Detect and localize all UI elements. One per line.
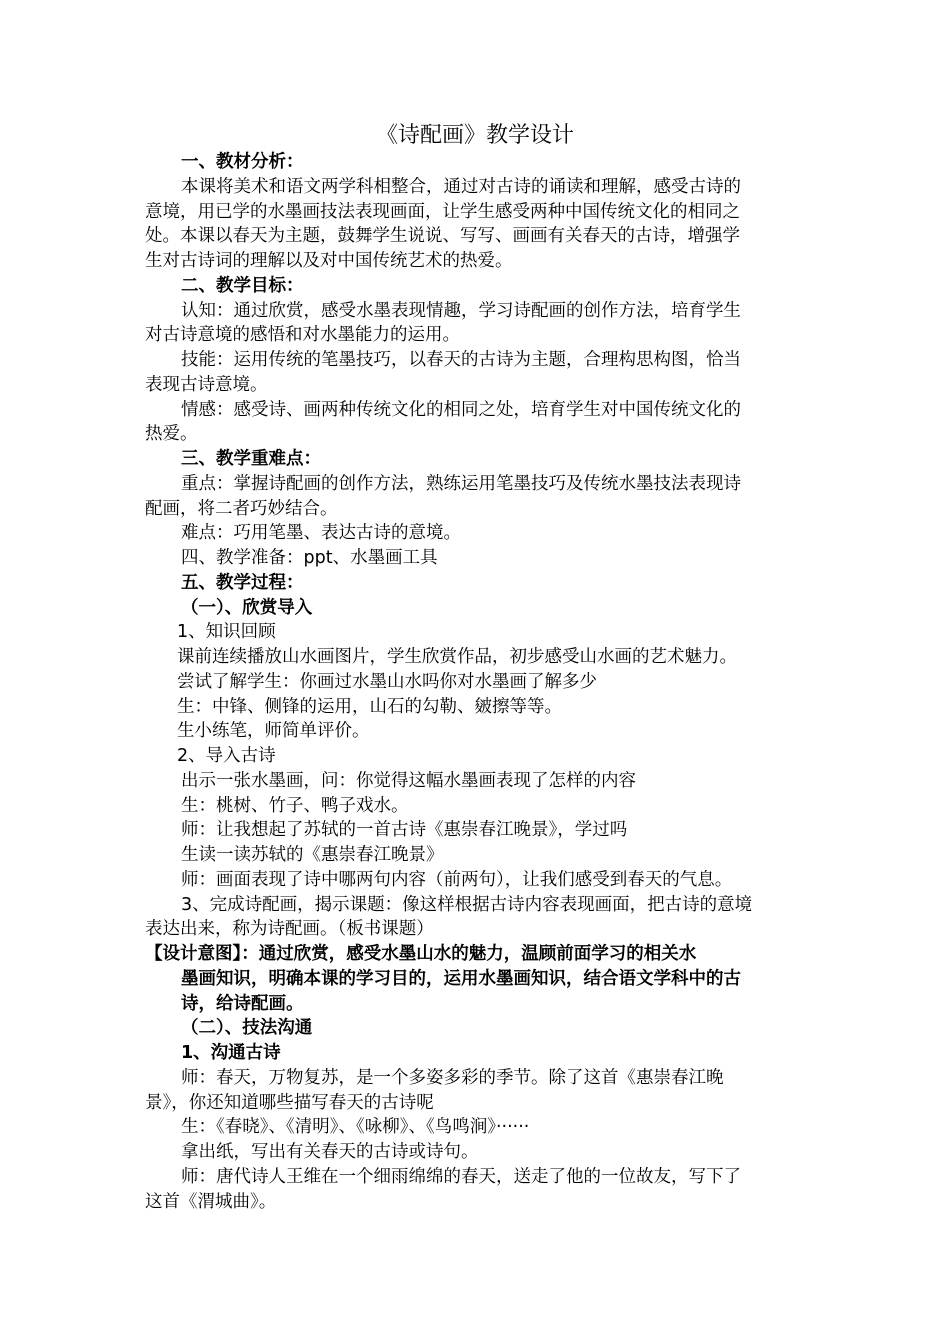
section-heading-line: （二）、技法沟通 [181,1018,313,1039]
section-heading-line: 【设计意图】：通过欣赏，感受水墨山水的魅力，温顾前面学习的相关水 [145,944,697,964]
text-line: 出示一张水墨画，问：你觉得这幅水墨画表现了怎样的内容 [181,770,636,791]
text-line: 意境，用已学的水墨画技法表现画面，让学生感受两种中国传统文化的相同之 [145,201,740,222]
text-line: 配画，将二者巧妙结合。 [145,498,338,519]
text-line: 师：春天，万物复苏，是一个多姿多彩的季节。除了这首《惠崇春江晚 [181,1067,724,1088]
text-line: 生：桃树、竹子、鸭子戏水。 [181,795,409,816]
text-line: 3、完成诗配画，揭示课题：像这样根据古诗内容表现画面，把古诗的意境 [181,894,753,915]
section-heading-line: 三、教学重难点： [181,449,321,469]
section-heading-line: （一）、欣赏导入 [181,597,313,618]
text-line: 拿出纸，写出有关春天的古诗或诗句。 [181,1142,479,1162]
text-line: 表现古诗意境。 [145,374,268,395]
text-line: 重点：掌握诗配画的创作方法，熟练运用笔墨技巧及传统水墨技法表现诗 [181,473,741,494]
text-line: 师：让我想起了苏轼的一首古诗《惠崇春江晚景》，学过吗 [181,820,628,841]
text-line: 技能：运用传统的笔墨技巧，以春天的古诗为主题，合理构思构图，恰当 [181,350,741,370]
text-line: 情感：感受诗、画两种传统文化的相同之处，培育学生对中国传统文化的 [181,399,741,420]
text-line: 尝试了解学生：你画过水墨山水吗你对水墨画了解多少 [177,671,597,692]
text-line: 2、导入古诗 [177,746,276,766]
text-line: 本课将美术和语文两学科相整合，通过对古诗的诵读和理解，感受古诗的 [181,176,741,197]
section-heading-line: 诗，给诗配画。 [181,993,304,1014]
document-title: 《诗配画》教学设计 [375,123,574,148]
section-heading-line: 一、教材分析： [181,152,304,172]
text-line: 热爱。 [145,424,198,445]
text-line: 师：画面表现了诗中哪两句内容（前两句），让我们感受到春天的气息。 [181,869,733,890]
section-heading-line: 二、教学目标： [181,275,304,296]
section-heading-line: 五、教学过程： [181,572,304,593]
text-line: 难点：巧用笔墨、表达古诗的意境。 [181,523,461,544]
text-line: 生对古诗词的理解以及对中国传统艺术的热爱。 [145,251,513,271]
text-line: 这首《渭城曲》。 [145,1191,277,1212]
section-heading-line: 墨画知识，明确本课的学习目的，运用水墨画知识，结合语文学科中的古 [181,968,741,989]
text-line: 课前连续播放山水画图片，学生欣赏作品，初步感受山水画的艺术魅力。 [177,647,737,667]
text-line: 生读一读苏轼的《惠崇春江晚景》 [181,845,444,865]
text-line: 生：《春晓》、《清明》、《咏柳》、《鸟鸣涧》······ [181,1117,530,1138]
text-line: 表达出来，称为诗配画。（板书课题） [145,919,434,940]
section-heading-line: 1、沟通古诗 [181,1043,281,1063]
text-line: 景》，你还知道哪些描写春天的古诗呢 [145,1092,434,1113]
text-line: 认知：通过欣赏，感受水墨表现情趣，学习诗配画的创作方法，培育学生 [181,300,741,321]
text-line: 生小练笔，师简单评价。 [177,721,370,742]
text-line: 师：唐代诗人王维在一个细雨绵绵的春天，送走了他的一位故友，写下了 [181,1166,741,1187]
text-line: 对古诗意境的感悟和对水墨能力的运用。 [145,325,460,346]
text-line: 四、教学准备：ppt、水墨画工具 [181,548,438,568]
text-line: 生：中锋、侧锋的运用，山石的勾勒、皴擦等等。 [177,696,562,717]
text-line: 1、知识回顾 [177,622,276,643]
text-line: 处。本课以春天为主题，鼓舞学生说说、写写、画画有关春天的古诗，增强学 [145,226,740,247]
